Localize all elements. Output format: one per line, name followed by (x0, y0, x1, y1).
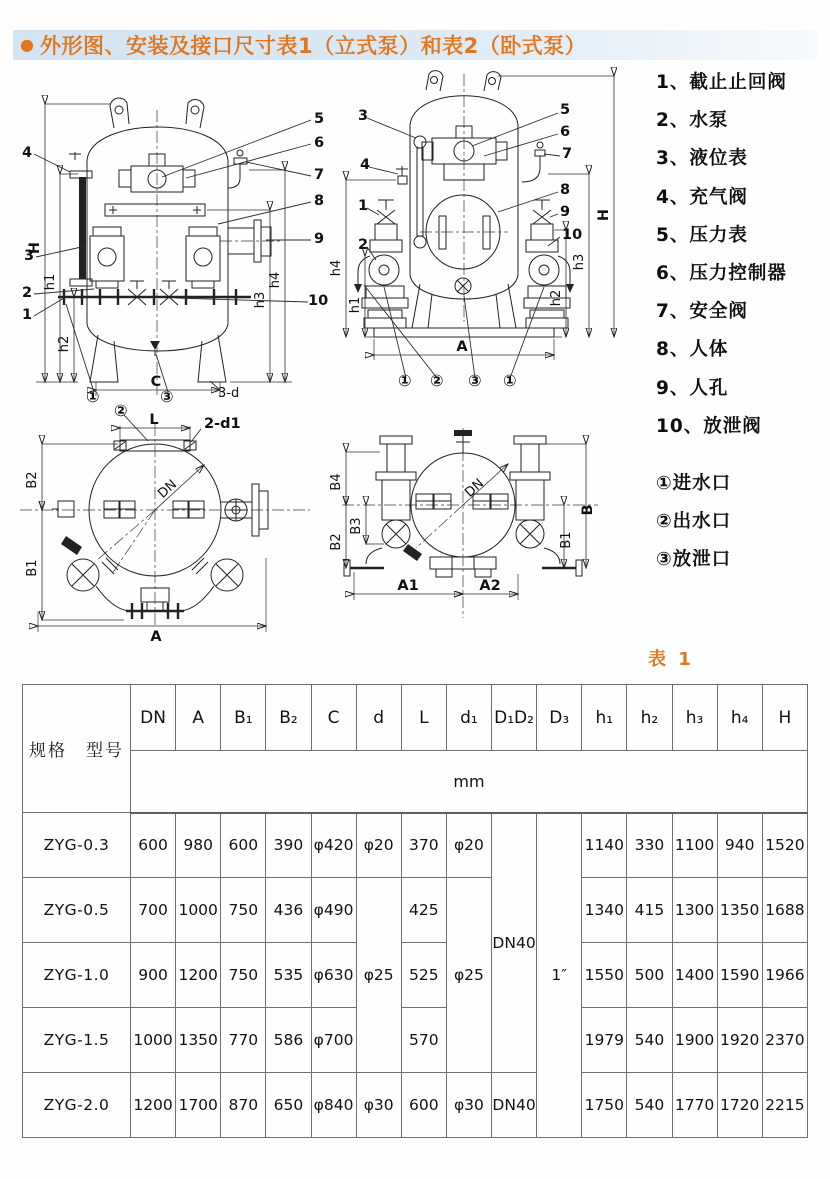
callout-7: 7 (562, 146, 573, 162)
model-cell: ZYG-1.0 (23, 943, 131, 1008)
drain-port (455, 278, 471, 294)
dimension-lines (346, 76, 614, 360)
port-1b-marker: ① (503, 371, 517, 390)
pump-left (90, 227, 124, 288)
callout-10: 10 (562, 227, 583, 243)
drain-nozzle (403, 544, 422, 561)
legend-item-10: 10、放泄阀 (656, 415, 762, 437)
port-3-marker: ③ (160, 387, 174, 406)
legend-item-4: 4、充气阀 (656, 186, 748, 208)
col-header-h3: h₃ (672, 685, 717, 751)
model-cell: ZYG-1.5 (23, 1008, 131, 1073)
col-header-a: A (176, 685, 221, 751)
value-cell: 1200 (176, 943, 221, 1008)
dimension-lines (346, 444, 586, 600)
value-cell: φ490 (311, 878, 356, 943)
center-lines (342, 428, 598, 618)
dim-H: H (27, 241, 43, 255)
callout-5: 5 (560, 102, 571, 118)
value-cell: 1966 (762, 943, 807, 1008)
callout-9: 9 (560, 204, 571, 220)
center-lines (20, 424, 310, 626)
value-cell: φ20 (356, 813, 401, 878)
port-2-marker: ② (114, 401, 128, 420)
callout-4: 4 (22, 145, 33, 161)
callout-1: 1 (358, 198, 369, 214)
value-cell: 1770 (672, 1073, 717, 1138)
callout-9: 9 (314, 231, 325, 247)
drawing-top-view-1 (8, 398, 338, 646)
value-cell: φ20 (446, 813, 491, 878)
legend-item-7: 7、安全阀 (656, 301, 748, 323)
col-header-d1d2: D₁D₂ (492, 685, 537, 751)
value-cell: 1340 (582, 878, 627, 943)
value-cell: φ700 (311, 1008, 356, 1073)
value-cell: φ30 (356, 1073, 401, 1138)
port-1-marker: ① (398, 371, 412, 390)
col-header-b2: B₂ (266, 685, 311, 751)
value-cell: 1350 (176, 1008, 221, 1073)
dim-DN: DN (155, 477, 181, 502)
charge-valve (396, 166, 408, 184)
dim-A: A (456, 339, 468, 355)
section-header (13, 30, 817, 60)
value-cell: 525 (401, 943, 446, 1008)
value-cell: 900 (131, 943, 176, 1008)
dim-B2: B2 (329, 533, 344, 551)
value-cell: 586 (266, 1008, 311, 1073)
dim-H: H (596, 208, 612, 222)
drawing-labels (22, 111, 328, 406)
pump-tower-left (344, 436, 416, 576)
col-header-h: H (762, 685, 807, 751)
legend-item-6: 6、压力控制器 (656, 263, 787, 285)
value-cell: 1520 (762, 813, 807, 878)
value-cell: 540 (627, 1008, 672, 1073)
col-header-dn: DN (131, 685, 176, 751)
level-gauge (414, 136, 426, 248)
safety-valve-elbow (228, 150, 247, 188)
model-cell: ZYG-2.0 (23, 1073, 131, 1138)
port-legend (656, 463, 830, 577)
callout-4: 4 (360, 157, 371, 173)
lifting-lugs (426, 71, 501, 91)
value-cell: 1000 (131, 1008, 176, 1073)
dim-B3: B3 (349, 517, 364, 535)
value-cell-merged: DN40 (492, 813, 537, 1073)
dim-A1: A1 (397, 578, 419, 594)
port-legend-inlet: ①进水口 (656, 472, 732, 494)
value-cell-merged: 1″ (537, 813, 582, 1138)
value-cell: 600 (131, 813, 176, 878)
value-cell: 700 (131, 878, 176, 943)
value-cell: φ420 (311, 813, 356, 878)
value-cell: 1140 (582, 813, 627, 878)
value-cell: 940 (717, 813, 762, 878)
dimension-lines (38, 415, 266, 632)
side-nozzle-left (52, 501, 74, 517)
value-cell: 770 (221, 1008, 266, 1073)
value-cell: φ630 (311, 943, 356, 1008)
legend-item-8: 8、人体 (656, 339, 729, 361)
value-cell: φ840 (311, 1073, 356, 1138)
safety-valve-elbow (522, 142, 545, 182)
value-cell: 415 (627, 878, 672, 943)
callout-2: 2 (22, 285, 33, 301)
legend-item-5: 5、压力表 (656, 224, 748, 246)
dim-B2: B2 (25, 471, 40, 489)
col-header-h2: h₂ (627, 685, 672, 751)
unit-cell: mm (131, 751, 808, 813)
value-cell: 1400 (672, 943, 717, 1008)
value-cell: 650 (266, 1073, 311, 1138)
dim-B1: B1 (25, 559, 40, 577)
value-cell: 425 (401, 878, 446, 943)
legend-item-1: 1、截止止回阀 (656, 72, 787, 94)
dim-h1: h1 (43, 273, 58, 291)
value-cell: 980 (176, 813, 221, 878)
dim-h2: h2 (57, 335, 72, 353)
value-cell: φ30 (446, 1073, 491, 1138)
dim-B4: B4 (329, 473, 344, 491)
drawing-top-view-2 (329, 422, 632, 647)
legend-item-3: 3、液位表 (656, 148, 748, 170)
value-cell: 1300 (672, 878, 717, 943)
legend-item-9: 9、人孔 (656, 377, 729, 399)
value-cell: 870 (221, 1073, 266, 1138)
col-header-h4: h₄ (717, 685, 762, 751)
callout-3: 3 (358, 108, 369, 124)
manhole-nozzle (220, 220, 280, 262)
callout-8: 8 (560, 182, 571, 198)
drawing-labels (329, 473, 596, 594)
pump-right (186, 227, 220, 288)
drawing-front-view-1 (8, 82, 340, 404)
port-2-marker: ② (430, 371, 444, 390)
callout-5: 5 (314, 111, 325, 127)
dim-B: B (580, 504, 596, 516)
value-cell: 1200 (131, 1073, 176, 1138)
col-header-b1: B₁ (221, 685, 266, 751)
col-header-h1: h₁ (582, 685, 627, 751)
callout-7: 7 (314, 167, 325, 183)
bolt-holes-label: 2-d1 (204, 416, 241, 432)
col-header-l: L (401, 685, 446, 751)
value-cell: 2370 (762, 1008, 807, 1073)
col-header-d1: d₁ (446, 685, 491, 751)
model-cell: ZYG-0.5 (23, 878, 131, 943)
value-cell: 540 (627, 1073, 672, 1138)
value-cell: 370 (401, 813, 446, 878)
drain-valve (150, 341, 160, 356)
dim-L: L (149, 412, 159, 428)
legend-item-2: 2、水泵 (656, 110, 729, 132)
spec-header-cell: 规格 型号 (23, 685, 131, 813)
callout-1: 1 (22, 307, 33, 323)
value-cell: 1900 (672, 1008, 717, 1073)
col-header-d3: D₃ (537, 685, 582, 751)
value-cell: 1979 (582, 1008, 627, 1073)
port-3-marker: ③ (468, 371, 482, 390)
value-cell: 1590 (717, 943, 762, 1008)
bullet-icon: ● (20, 35, 34, 54)
value-cell: 500 (627, 943, 672, 1008)
callout-6: 6 (314, 135, 325, 151)
value-cell: 1100 (672, 813, 717, 878)
value-cell: 2215 (762, 1073, 807, 1138)
parts-legend (656, 62, 830, 577)
dim-h2: h2 (549, 289, 564, 307)
dim-DN: DN (462, 476, 488, 501)
port-legend-outlet: ②出水口 (656, 510, 732, 532)
dim-A2: A2 (479, 578, 501, 594)
inner-fittings (104, 501, 204, 518)
drain-nozzle (61, 536, 82, 555)
table1-caption: 表 1 (648, 649, 694, 670)
dim-A: A (150, 629, 162, 645)
mounting-plate (105, 204, 205, 216)
col-header-d: d (356, 685, 401, 751)
callout-2: 2 (358, 237, 369, 253)
dim-C: C (150, 374, 162, 390)
dim-h3: h3 (253, 291, 268, 309)
value-cell: 750 (221, 943, 266, 1008)
model-cell: ZYG-0.3 (23, 813, 131, 878)
drawing-front-view-2 (329, 70, 632, 405)
value-cell: 600 (401, 1073, 446, 1138)
dim-h4: h4 (268, 271, 283, 289)
callout-3: 3 (24, 248, 35, 264)
callout-8: 8 (314, 193, 325, 209)
value-cell: 1350 (717, 878, 762, 943)
value-cell: 600 (221, 813, 266, 878)
value-cell: 330 (627, 813, 672, 878)
value-cell: 1700 (176, 1073, 221, 1138)
value-cell-merged: φ25 (446, 878, 491, 1073)
value-cell: 750 (221, 878, 266, 943)
dimension-table (22, 684, 808, 1138)
value-cell: 436 (266, 878, 311, 943)
dim-B1: B1 (559, 531, 574, 549)
value-cell: 390 (266, 813, 311, 878)
callout-6: 6 (560, 124, 571, 140)
value-cell: 1750 (582, 1073, 627, 1138)
value-cell: 1550 (582, 943, 627, 1008)
section-title: 外形图、安装及接口尺寸表1（立式泵）和表2（卧式泵） (39, 34, 587, 58)
value-cell: 570 (401, 1008, 446, 1073)
dim-h1: h1 (348, 296, 363, 314)
value-cell: 535 (266, 943, 311, 1008)
value-cell: 1920 (717, 1008, 762, 1073)
top-valve (454, 430, 472, 453)
callout-10: 10 (308, 293, 329, 309)
port-legend-drain: ③放泄口 (656, 548, 732, 570)
bolt-count-label: 3-d (218, 386, 240, 401)
dim-h3: h3 (572, 253, 587, 271)
value-cell-merged: φ25 (356, 878, 401, 1073)
port-1-marker: ① (86, 387, 100, 406)
dim-h4: h4 (329, 259, 344, 277)
value-cell: DN40 (492, 1073, 537, 1138)
value-cell: 1000 (176, 878, 221, 943)
inner-fittings (416, 494, 508, 509)
pump-tower-right (510, 436, 582, 576)
level-gauge (69, 152, 92, 286)
value-cell: 1720 (717, 1073, 762, 1138)
col-header-c: C (311, 685, 356, 751)
value-cell: 1688 (762, 878, 807, 943)
